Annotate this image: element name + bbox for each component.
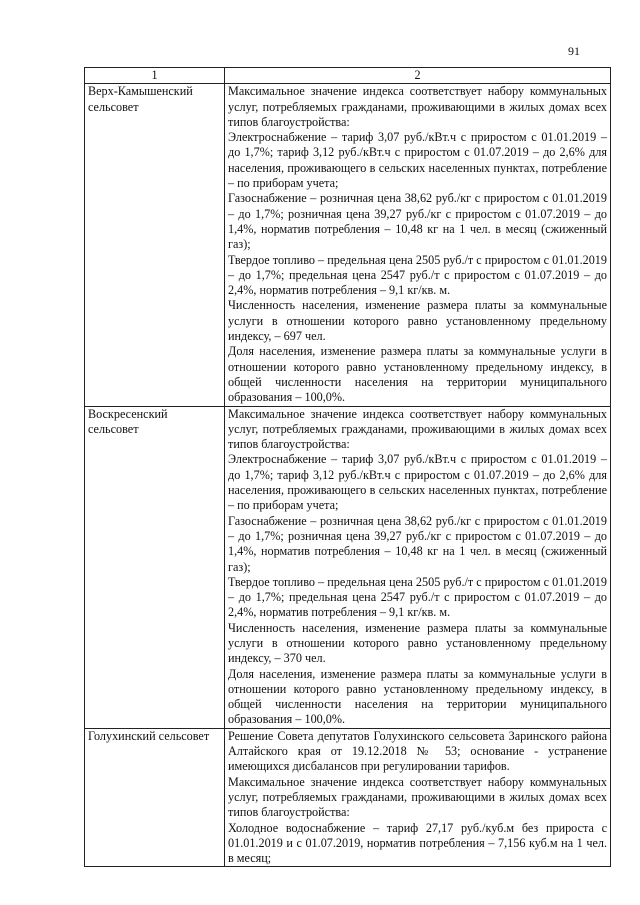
table-row-golukhinsky — [85, 728, 611, 867]
paragraph-cold-water: Холодное водоснабжение – тариф 27,17 руб./куб.м без прироста с 01.01.2019 и с 01.07.2019, норматив потребления – 7,156 куб.м на 1 чел. в месяц; — [228, 820, 607, 866]
paragraph-electricity: Электроснабжение – тариф 3,07 руб./кВт.ч с приростом с 01.01.2019 – до 1,7%; тариф 3,12 руб./кВт.ч с приростом с 01.07.2019 – до 2,6% для населения, проживающего в сельских населенных пунктах, потребление – по приборам учета; — [228, 452, 607, 513]
municipal-tariff-table — [84, 67, 611, 867]
description-cell — [225, 406, 611, 728]
page-number: 91 — [568, 44, 580, 58]
municipality-name: Воскресенский сельсовет — [88, 406, 168, 436]
table-row-verkh-kamyshensky — [85, 84, 611, 406]
header-col-1: 1 — [85, 68, 225, 84]
paragraph-solid-fuel: Твердое топливо – предельная цена 2505 руб./т с приростом с 01.01.2019 – до 1,7%; предельная цена 2547 руб./т с приростом с 01.07.2019 – до 2,4%, норматив потребления – 9,1 кг/кв. м. — [228, 574, 607, 620]
table-header-row — [85, 68, 611, 84]
paragraph-index-intro: Максимальное значение индекса соответствует набору коммунальных услуг, потребляемых гражданами, проживающими в жилых домах всех типов благоустройства: — [228, 774, 607, 820]
paragraph-index-intro: Максимальное значение индекса соответствует набору коммунальных услуг, потребляемых гражданами, проживающими в жилых домах всех типов благоустройства: — [228, 84, 607, 129]
table-row-voskresensky — [85, 406, 611, 728]
municipality-name-cell — [85, 728, 225, 867]
municipality-name-cell — [85, 84, 225, 406]
municipality-name: Верх-Камышенский сельсовет — [88, 84, 193, 114]
paragraph-gas: Газоснабжение – розничная цена 38,62 руб./кг с приростом с 01.01.2019 – до 1,7%; розничная цена 39,27 руб./кг с приростом с 01.07.2019 – до 1,4%, норматив потребления – 10,48 кг на 1 чел. в месяц (сжиженный газ); — [228, 513, 607, 574]
header-col-2: 2 — [225, 68, 611, 84]
paragraph-population-count: Численность населения, изменение размера платы за коммунальные услуги в отношении которого равно установленному предельному индексу, – 370 чел. — [228, 620, 607, 666]
description-cell — [225, 728, 611, 867]
paragraph-index-intro: Максимальное значение индекса соответствует набору коммунальных услуг, потребляемых гражданами, проживающими в жилых домах всех типов благоустройства: — [228, 406, 607, 452]
municipality-name: Голухинский сельсовет — [88, 728, 210, 743]
paragraph-gas: Газоснабжение – розничная цена 38,62 руб./кг с приростом с 01.01.2019 – до 1,7%; розничная цена 39,27 руб./кг с приростом с 01.07.2019 – до 1,4%, норматив потребления – 10,48 кг на 1 чел. в месяц (сжиженный газ); — [228, 191, 607, 252]
paragraph-solid-fuel: Твердое топливо – предельная цена 2505 руб./т с приростом с 01.01.2019 – до 1,7%; предельная цена 2547 руб./т с приростом с 01.07.2019 – до 2,4%, норматив потребления – 9,1 кг/кв. м. — [228, 252, 607, 298]
municipality-name-cell — [85, 406, 225, 728]
paragraph-electricity: Электроснабжение – тариф 3,07 руб./кВт.ч с приростом с 01.01.2019 – до 1,7%; тариф 3,12 руб./кВт.ч с приростом с 01.07.2019 – до 2,6% для населения, проживающего в сельских населенных пунктах, потребление – по приборам учета; — [228, 130, 607, 191]
paragraph-council-decision: Решение Совета депутатов Голухинского сельсовета Заринского района Алтайского края от 19.12.2018 № 53; основание - устранение имеющихся дисбалансов при регулировании тарифов. — [228, 728, 607, 774]
description-cell — [225, 84, 611, 406]
paragraph-population-share: Доля населения, изменение размера платы за коммунальные услуги в отношении которого равно установленному предельному индексу, в общей численности населения на территории муниципального образования – 100,0%. — [228, 344, 607, 405]
paragraph-population-share: Доля населения, изменение размера платы за коммунальные услуги в отношении которого равно установленному предельному индексу, в общей численности населения на территории муниципального образования – 100,0%. — [228, 666, 607, 727]
paragraph-population-count: Численность населения, изменение размера платы за коммунальные услуги в отношении которого равно установленному предельному индексу, – 697 чел. — [228, 298, 607, 344]
